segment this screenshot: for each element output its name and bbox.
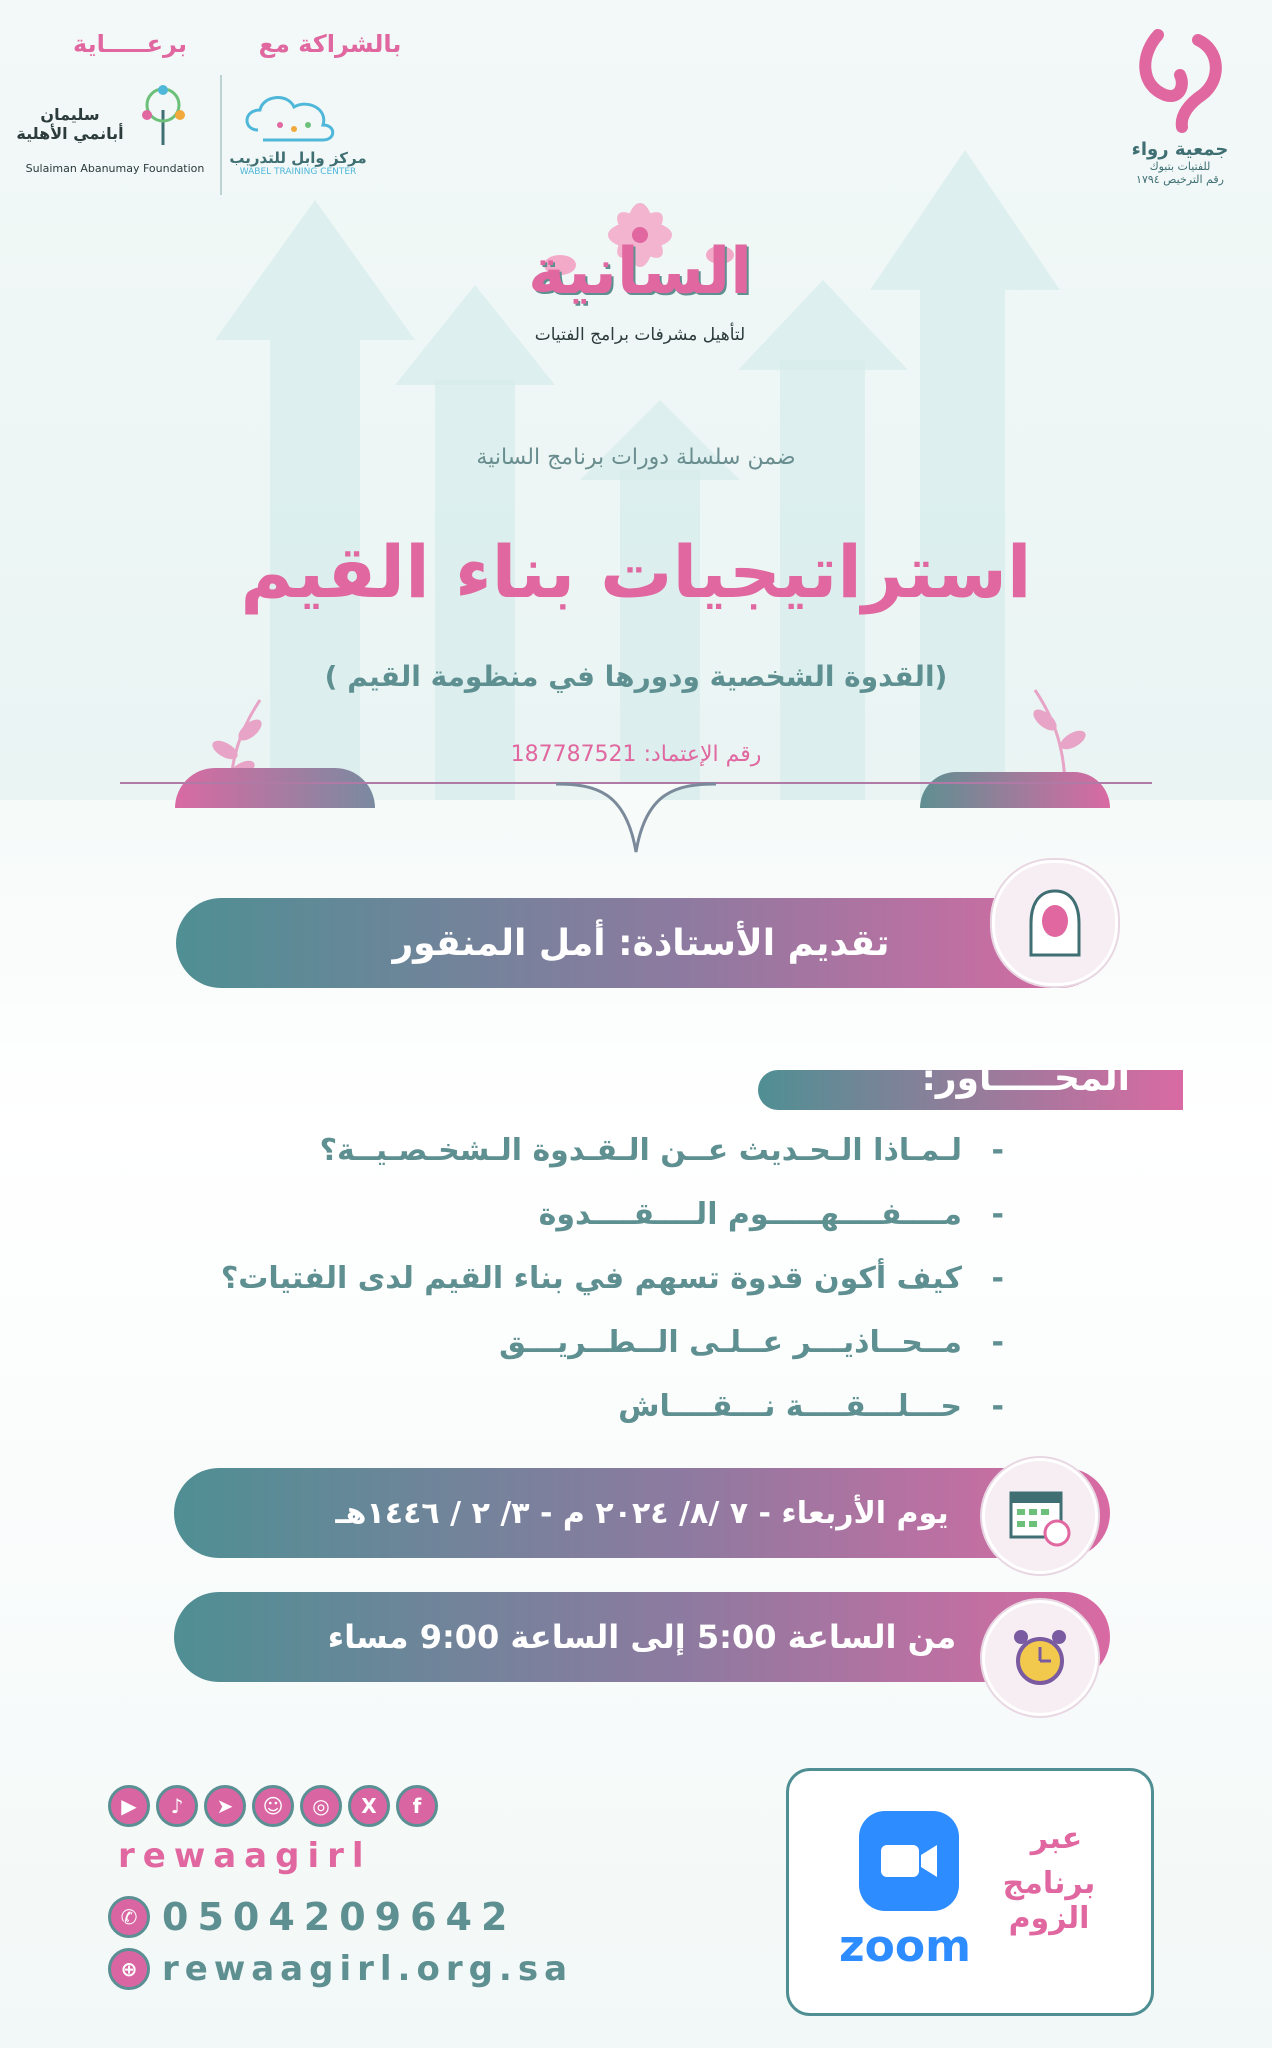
- logo-subtitle: لتأهيل مشرفات برامج الفتيات: [534, 325, 746, 345]
- org-name: جمعية رواء: [1131, 139, 1229, 160]
- phone-number[interactable]: 0504209642: [162, 1895, 517, 1939]
- x-icon[interactable]: X: [348, 1785, 390, 1827]
- abanumay-logo: [15, 80, 215, 190]
- presenter-bar: [176, 898, 1106, 988]
- partner-label: بالشراكة مع: [258, 30, 402, 58]
- snapchat-icon[interactable]: ☺: [252, 1785, 294, 1827]
- partner-name-en: WABEL TRAINING CENTER: [239, 167, 357, 177]
- date-text: يوم الأربعاء - ٧ /٨/ ٢٠٢٤ م - ٣/ ٢ / ١٤٤٦هـ: [335, 1495, 949, 1531]
- time-badge: [982, 1600, 1098, 1716]
- website-row: [108, 1948, 573, 1990]
- topic-bullet: -: [991, 1197, 1004, 1232]
- social-icons-row: [108, 1785, 438, 1827]
- topics-heading: المحـــــاور:: [921, 1058, 1130, 1099]
- time-text: من الساعة 5:00 إلى الساعة 9:00 مساء: [327, 1618, 957, 1656]
- website-link[interactable]: rewaagirl.org.sa: [162, 1949, 574, 1989]
- facebook-icon[interactable]: f: [396, 1785, 438, 1827]
- video-camera-icon: [879, 1841, 939, 1881]
- social-handle: rewaagirl: [118, 1836, 372, 1876]
- zoom-via: عبر: [1030, 1821, 1083, 1856]
- left-cloud-decor: [175, 768, 375, 808]
- topic-bullet: -: [991, 1325, 1004, 1360]
- telegram-icon[interactable]: ➤: [204, 1785, 246, 1827]
- tiktok-icon[interactable]: ♪: [156, 1785, 198, 1827]
- sponsor-name-en: Sulaiman Abanumay Foundation: [25, 162, 205, 175]
- rewaa-logo: [1110, 25, 1250, 195]
- zoom-app-icon: [859, 1811, 959, 1911]
- youtube-icon[interactable]: ▶: [108, 1785, 150, 1827]
- wabel-logo: [228, 85, 368, 195]
- cloud-icon: [228, 85, 368, 145]
- globe-icon[interactable]: ⊕: [108, 1948, 150, 1990]
- topic-bullet: -: [991, 1261, 1004, 1296]
- page-title: استراتيجيات بناء القيم: [240, 530, 1032, 614]
- phone-row: [108, 1895, 516, 1939]
- accreditation: [436, 742, 836, 767]
- date-bar: [174, 1468, 1110, 1558]
- zoom-program: برنامج الزوم: [1002, 1866, 1096, 1936]
- zoom-card: [786, 1768, 1154, 2016]
- logo-text: السانية: [527, 235, 753, 309]
- topic-item: كيف أكون قدوة تسهم في بناء القيم لدى الفتيات؟: [220, 1261, 962, 1296]
- org-sub: للفتيات بتبوك: [1149, 160, 1211, 173]
- bg-arrow-head: [870, 150, 1060, 290]
- calendar-icon: [1005, 1481, 1075, 1551]
- org-license: رقم الترخيص ١٧٩٤: [1136, 173, 1224, 186]
- topic-item: حـــلـــقــــة نـــقــــاش: [618, 1389, 962, 1424]
- page-subtitle: (القدوة الشخصية ودورها في منظومة القيم ): [324, 660, 948, 693]
- accreditation-label: رقم الإعتماد:: [643, 742, 762, 767]
- topic-item: مــحــاذيـــر عــلـى الــطــريـــق: [499, 1325, 962, 1360]
- accreditation-number: 187787521: [510, 742, 637, 767]
- instagram-icon[interactable]: ◎: [300, 1785, 342, 1827]
- divider-ornament: [556, 782, 716, 862]
- zoom-logo-text: zoom: [839, 1921, 971, 1972]
- alarm-clock-icon: [1005, 1623, 1075, 1693]
- presenter-badge: [992, 860, 1118, 986]
- rewaa-logo-mark: [1110, 25, 1250, 135]
- time-bar: [174, 1592, 1110, 1682]
- sponsor-name-ar: سليمان أبانمي الأهلية: [16, 105, 124, 143]
- partner-name-ar: مركز وابل للتدريب: [229, 149, 367, 167]
- whatsapp-icon[interactable]: ✆: [108, 1896, 150, 1938]
- presenter-text: تقديم الأستاذة: أمل المنقور: [392, 922, 890, 964]
- woman-hijab-icon: [1015, 883, 1095, 963]
- topic-item: مــــفــــهـــــوم الــــقــــدوة: [538, 1197, 962, 1232]
- topic-bullet: -: [991, 1389, 1004, 1424]
- date-badge: [982, 1458, 1098, 1574]
- series-text: ضمن سلسلة دورات برنامج السانية: [476, 445, 796, 470]
- saniya-logo: [500, 195, 780, 355]
- bg-arrow-head: [215, 200, 415, 340]
- topic-item: لـمـاذا الـحـديث عــن الـقـدوة الـشخـصـيــة؟: [319, 1133, 962, 1168]
- logo-divider: [220, 75, 222, 195]
- right-cloud-decor: [920, 772, 1110, 808]
- topic-bullet: -: [991, 1133, 1004, 1168]
- sponsor-label: برعـــــاية: [73, 30, 187, 58]
